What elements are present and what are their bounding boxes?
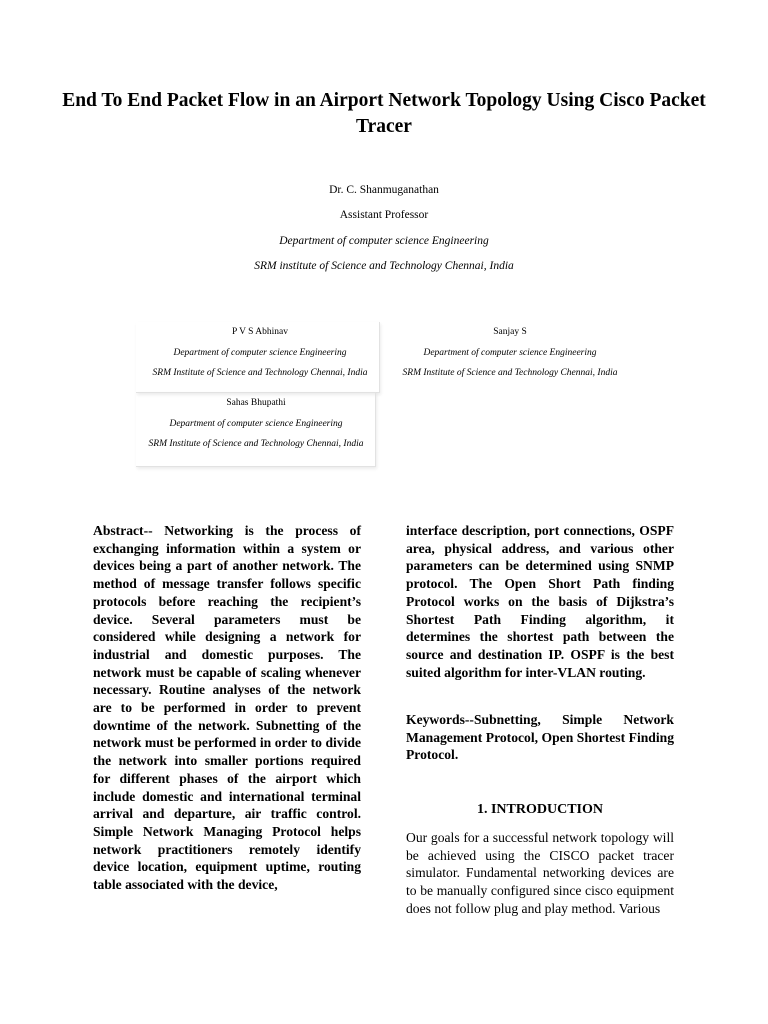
abstract-right: interface description, port connections, OSPF area, physical address, and various other parameters can be determined using SNMP protocol. The Open Short Path finding Protocol works on the basis of Dijkstra’s Shortest Path Finding algorithm, it determines the shortest path between the source and destination IP. OSPF is the best suited algorithm for inter-VLAN routing. — [406, 523, 674, 680]
introduction-text: Our goals for a successful network topology will be achieved using the CISCO packet tracer simulator. Fundamental networking devices are to be manually configured since cisco equipment does not follow plug and play method. Various — [406, 830, 674, 916]
author-department: Department of computer science Engineering — [279, 235, 489, 247]
coauthor-department: Department of computer science Engineering — [423, 347, 597, 358]
paper-title: End To End Packet Flow in an Airport Network Topology Using Cisco Packet Tracer — [62, 90, 706, 137]
coauthor-block-1 — [148, 327, 372, 380]
section-heading-introduction: 1. INTRODUCTION — [476, 802, 603, 817]
coauthor-name: Sahas Bhupathi — [226, 398, 286, 408]
coauthor-institution: SRM Institute of Science and Technology Chennai, India — [148, 439, 364, 449]
coauthor-block-3 — [144, 398, 368, 451]
coauthor-name: P V S Abhinav — [231, 327, 289, 337]
coauthor-block-2 — [398, 327, 622, 380]
keywords: Keywords--Subnetting, Simple Network Management Protocol, Open Shortest Finding Protocol. — [406, 712, 674, 763]
abstract-left: Abstract-- Networking is the process of exchanging information within a system or devices being a part of another network. The method of message transfer follows specific protocols before reaching the recipient’s device. Several parameters must be considered while designing a network for industrial and domestic purposes. The network must be capable of scaling whenever necessary. Routine analyses of the network are to be performed in order to prevent downtime of the network. Subnetting of the network must be performed in order to divide the network into smaller portions required for different phases of the airport which include domestic and international terminal arrival and departure, air traffic control. Simple Network Managing Protocol helps network practitioners remotely identify device location, equipment uptime, routing table associated with the device, — [93, 523, 361, 893]
coauthor-institution: SRM Institute of Science and Technology Chennai, India — [402, 368, 618, 378]
coauthor-department: Department of computer science Engineering — [169, 418, 343, 429]
coauthor-name: Sanjay S — [493, 327, 527, 337]
coauthor-department: Department of computer science Engineering — [173, 347, 347, 358]
author-name: Dr. C. Shanmuganathan — [329, 184, 439, 196]
author-role: Assistant Professor — [339, 209, 429, 221]
author-institution: SRM institute of Science and Technology Chennai, India — [254, 260, 514, 272]
coauthor-institution: SRM Institute of Science and Technology Chennai, India — [152, 368, 368, 378]
